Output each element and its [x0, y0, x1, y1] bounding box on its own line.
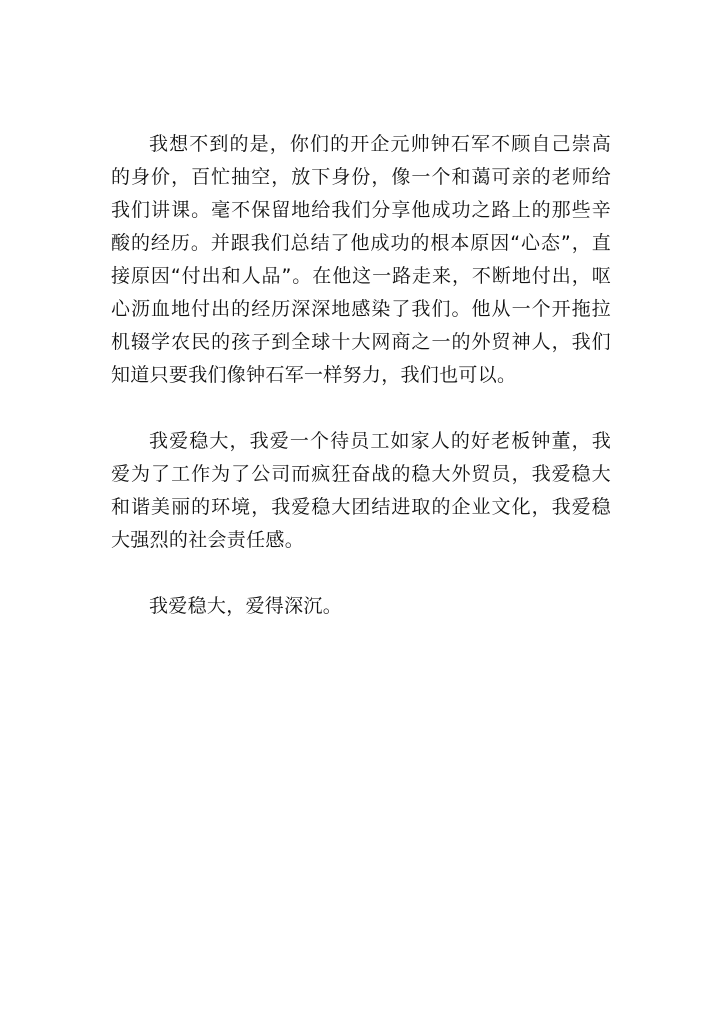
paragraph-love-wenda: 我爱稳大，我爱一个待员工如家人的好老板钟董，我爱为了工作为了公司而疯狂奋战的稳大外贸员，我爱稳大和谐美丽的环境，我爱稳大团结进取的企业文化，我爱稳大强烈的社会责任感。 — [111, 430, 611, 551]
paragraph-gratitude: 我想不到的是，你们的开企元帅钟石军不顾自己崇高的身价，百忙抽空，放下身份，像一个和蔼可亲的老师给我们讲课。毫不保留地给我们分享他成功之路上的那些辛酸的经历。并跟我们总结了他成功的根本原因“心态”，直接原因“付出和人品”。在他这一路走来，不断地付出，呕心沥血地付出的经历深深地感染了我们。他从一个开拖拉机辍学农民的孩子到全球十大网商之一的外贸神人，我们知道只要我们像钟石军一样努力，我们也可以。 — [111, 133, 611, 386]
document-body — [111, 128, 611, 623]
paragraph-closing: 我爱稳大，爱得深沉。 — [149, 595, 343, 617]
